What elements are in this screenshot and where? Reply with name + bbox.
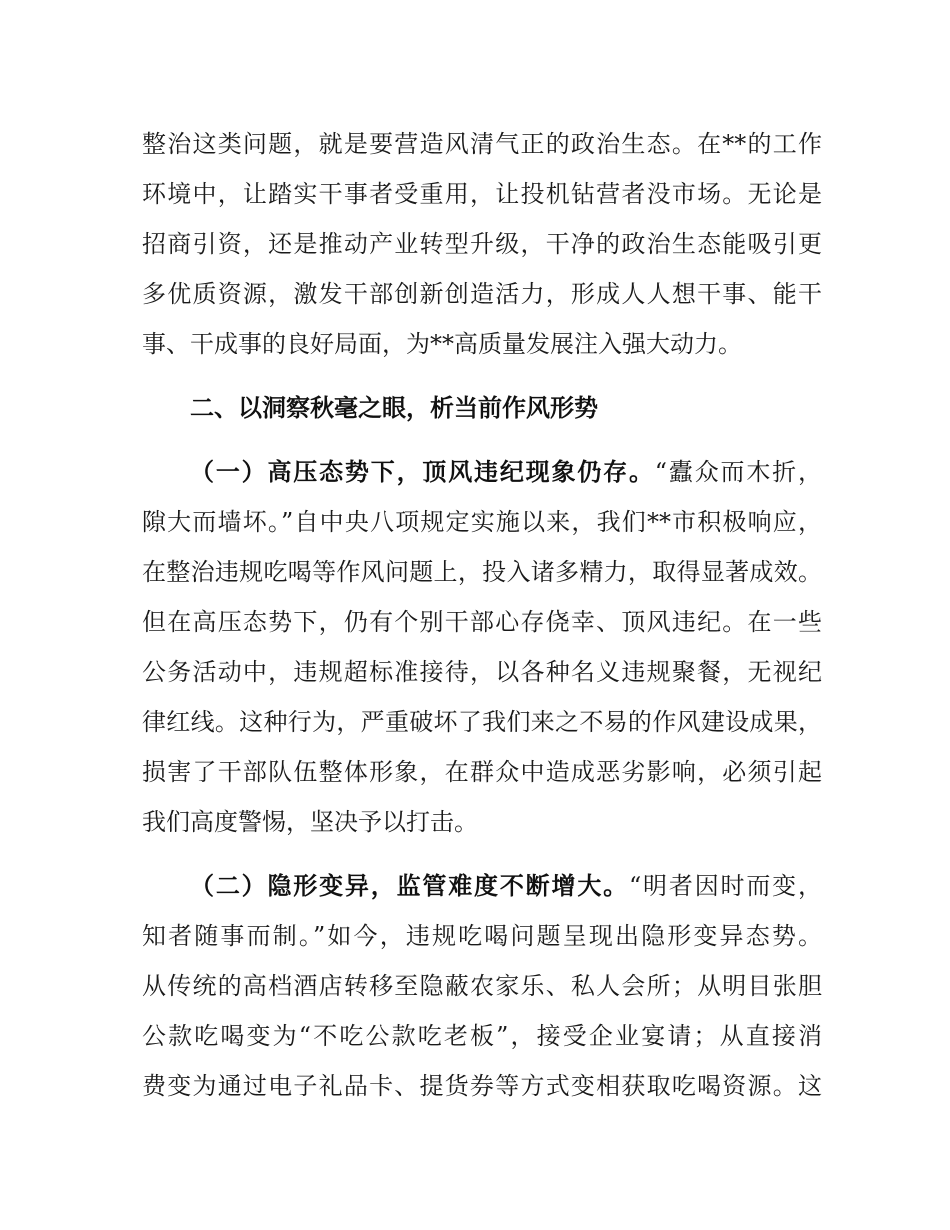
paragraph-line: 公务活动中，违规超标准接待，以各种名义违规聚餐，无视纪 xyxy=(142,658,822,686)
paragraph-line: 招商引资，还是推动产业转型升级，干净的政治生态能吸引更 xyxy=(142,230,822,258)
paragraph-line: 但在高压态势下，仍有个别干部心存侥幸、顶风违纪。在一些 xyxy=(142,608,822,636)
paragraph-line: 律红线。这种行为，严重破坏了我们来之不易的作风建设成果， xyxy=(142,708,822,736)
paragraph-line: 整治这类问题，就是要营造风清气正的政治生态。在**的工作 xyxy=(142,130,822,158)
subsection-title: （二）隐形变异，监管难度不断增大。 xyxy=(190,872,629,900)
subsection-first-line xyxy=(190,450,822,494)
quote-text: “蠹众而木折， xyxy=(654,458,822,486)
paragraph-line: 在整治违规吃喝等作风问题上，投入诸多精力，取得显著成效。 xyxy=(142,558,822,586)
section-heading: 二、以洞察秋毫之眼，析当前作风形势 xyxy=(190,394,598,422)
paragraph-line: 从传统的高档酒店转移至隐蔽农家乐、私人会所；从明目张胆 xyxy=(142,972,822,1000)
paragraph-line: 费变为通过电子礼品卡、提货券等方式变相获取吃喝资源。这 xyxy=(142,1072,822,1100)
subsection-title: （一）高压态势下，顶风违纪现象仍存。 xyxy=(190,458,655,486)
paragraph-line: 公款吃喝变为“不吃公款吃老板”，接受企业宴请；从直接消 xyxy=(142,1022,822,1050)
quote-text: “明者因时而变， xyxy=(628,872,822,900)
paragraph-line: 知者随事而制。”如今，违规吃喝问题呈现出隐形变异态势。 xyxy=(142,922,822,950)
paragraph-line: 事、干成事的良好局面，为**高质量发展注入强大动力。 xyxy=(142,330,742,358)
paragraph-line: 环境中，让踏实干事者受重用，让投机钻营者没市场。无论是 xyxy=(142,180,822,208)
subsection-first-line xyxy=(190,864,822,908)
paragraph-line: 我们高度警惕，坚决予以打击。 xyxy=(142,808,478,836)
paragraph-line: 隙大而墙坏。”自中央八项规定实施以来，我们**市积极响应， xyxy=(142,508,822,536)
paragraph-line: 损害了干部队伍整体形象，在群众中造成恶劣影响，必须引起 xyxy=(142,758,822,786)
paragraph-line: 多优质资源，激发干部创新创造活力，形成人人想干事、能干 xyxy=(142,280,822,308)
